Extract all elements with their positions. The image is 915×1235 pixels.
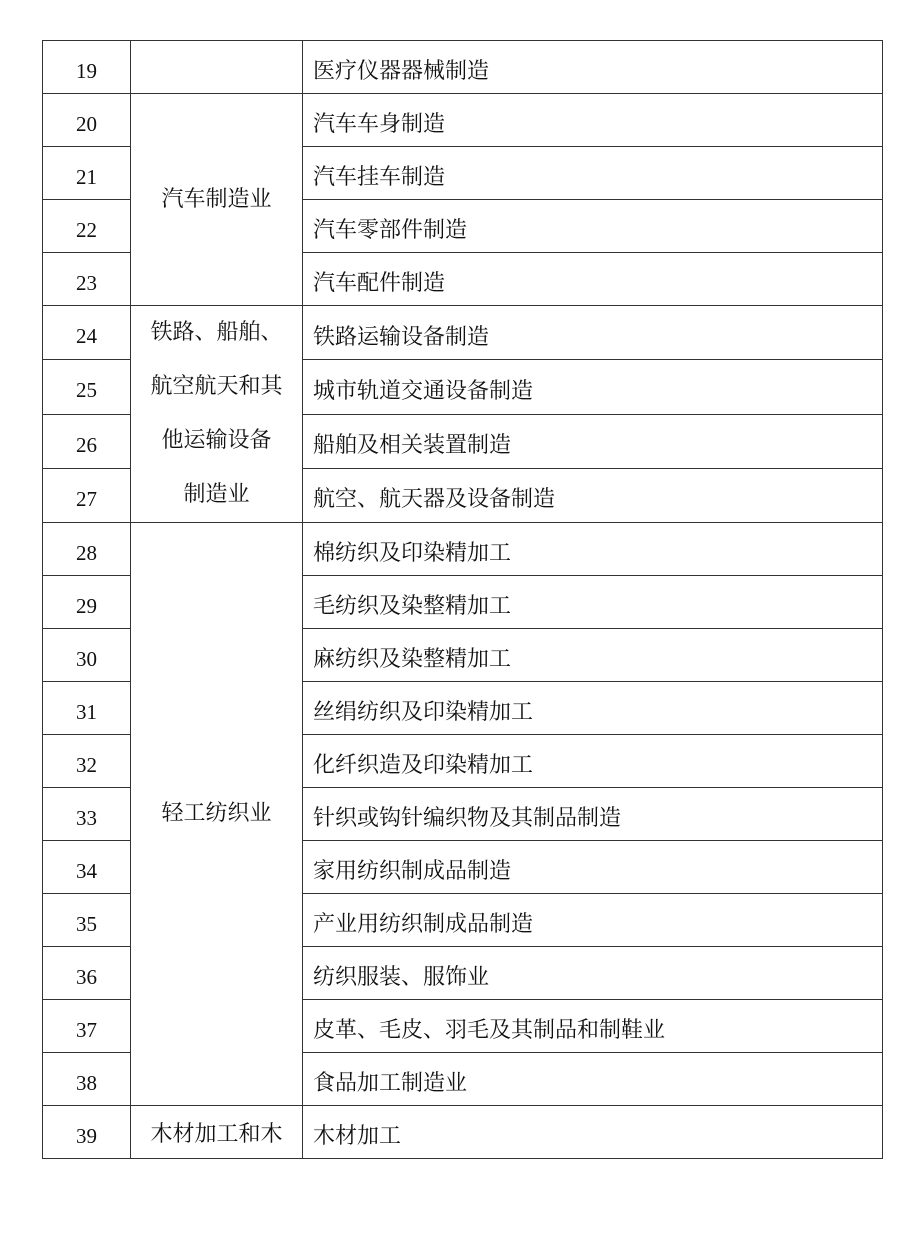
industry-item: 汽车零部件制造 [303, 200, 883, 253]
category-label-line: 航空航天和其 [150, 374, 283, 399]
category-label-line: 他运输设备 [161, 428, 272, 453]
category-label: 轻工纺织业 [161, 801, 272, 826]
industry-item: 针织或钩针编织物及其制品制造 [303, 788, 883, 841]
row-number: 32 [43, 735, 131, 788]
industry-item: 麻纺织及染整精加工 [303, 629, 883, 682]
industry-item: 汽车车身制造 [303, 94, 883, 147]
category-label-line: 铁路、船舶、 [150, 320, 283, 345]
industry-item: 纺织服装、服饰业 [303, 947, 883, 1000]
table-row [43, 1106, 883, 1159]
row-number: 22 [43, 200, 131, 253]
industry-table [42, 40, 883, 1159]
industry-item: 丝绢纺织及印染精加工 [303, 682, 883, 735]
category-cell-transport [131, 306, 303, 523]
row-number: 24 [43, 306, 131, 360]
industry-item: 汽车配件制造 [303, 253, 883, 306]
category-label-line: 制造业 [183, 482, 250, 507]
row-number: 28 [43, 523, 131, 576]
industry-item: 产业用纺织制成品制造 [303, 894, 883, 947]
row-number: 27 [43, 468, 131, 522]
row-number: 19 [43, 41, 131, 94]
row-number: 38 [43, 1053, 131, 1106]
row-number: 37 [43, 1000, 131, 1053]
table-row [43, 94, 883, 147]
row-number: 23 [43, 253, 131, 306]
row-number: 33 [43, 788, 131, 841]
row-number: 29 [43, 576, 131, 629]
table-row [43, 523, 883, 576]
industry-item: 航空、航天器及设备制造 [303, 468, 883, 522]
table-row [43, 306, 883, 360]
row-number: 39 [43, 1106, 131, 1159]
row-number: 25 [43, 360, 131, 414]
category-cell-wood: 木材加工和木 [131, 1106, 303, 1159]
industry-item: 化纤织造及印染精加工 [303, 735, 883, 788]
category-cell-textile [131, 523, 303, 1106]
row-number: 30 [43, 629, 131, 682]
industry-item: 汽车挂车制造 [303, 147, 883, 200]
row-number: 36 [43, 947, 131, 1000]
industry-item: 城市轨道交通设备制造 [303, 360, 883, 414]
industry-item: 医疗仪器器械制造 [303, 41, 883, 94]
category-label: 汽车制造业 [161, 186, 272, 212]
row-number: 21 [43, 147, 131, 200]
row-number: 34 [43, 841, 131, 894]
row-number: 20 [43, 94, 131, 147]
industry-item: 皮革、毛皮、羽毛及其制品和制鞋业 [303, 1000, 883, 1053]
category-cell-auto [131, 94, 303, 306]
row-number: 26 [43, 414, 131, 468]
row-number: 31 [43, 682, 131, 735]
industry-item: 毛纺织及染整精加工 [303, 576, 883, 629]
row-number: 35 [43, 894, 131, 947]
industry-item: 铁路运输设备制造 [303, 306, 883, 360]
industry-item: 家用纺织制成品制造 [303, 841, 883, 894]
industry-item: 棉纺织及印染精加工 [303, 523, 883, 576]
industry-item: 船舶及相关装置制造 [303, 414, 883, 468]
category-cell [131, 41, 303, 94]
industry-item: 食品加工制造业 [303, 1053, 883, 1106]
table-row [43, 41, 883, 94]
industry-item: 木材加工 [303, 1106, 883, 1159]
